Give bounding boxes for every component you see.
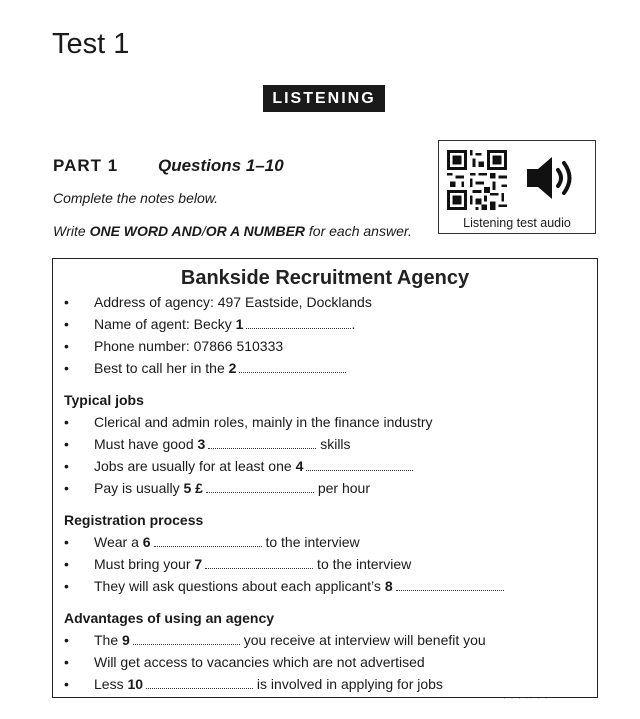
instruction-complete: Complete the notes below. [53,190,218,206]
bullet: • [64,316,69,332]
answer-blank-9[interactable] [133,634,240,645]
bullet: • [64,294,69,310]
audio-caption: Listening test audio [463,216,571,230]
bullet: • [64,534,69,550]
note-text-post: to the interview [261,534,360,550]
question-number-9: 9 [122,632,130,648]
bullet: • [64,338,69,354]
note-text: Jobs are usually for at least one [94,458,296,474]
question-number-10: 10 [127,676,144,692]
answer-blank-8[interactable] [396,580,504,591]
qr-code-icon[interactable] [447,150,507,210]
answer-blank-5[interactable] [206,482,314,493]
note-text: Clerical and admin roles, mainly in the finance industry [94,414,433,430]
answer-blank-1[interactable] [246,318,351,329]
audio-panel[interactable] [438,140,596,234]
instruction-write [53,223,412,239]
question-number-3: 3 [197,436,206,452]
section-heading-advantages: Advantages of using an agency [64,610,275,626]
note-text-post: is involved in applying for jobs [253,676,443,692]
note-text: Phone number: 07866 510333 [94,338,284,354]
instruction-bold-1: ONE WORD AND [89,223,202,239]
answer-blank-10[interactable] [146,678,253,689]
answer-blank-7[interactable] [205,558,313,569]
notes-box [52,258,598,698]
section-badge: LISTENING [263,85,385,112]
note-text: Must have good [94,436,198,452]
speaker-icon[interactable] [525,153,579,203]
note-text: They will ask questions about each applicant’s [94,578,385,594]
questions-label: Questions 1–10 [158,156,284,175]
bullet: • [64,556,69,572]
instruction-bold-2: OR A NUMBER [205,223,306,239]
bullet: • [64,436,69,452]
bullet: • [64,458,69,474]
part-label: PART 1 [53,156,119,175]
note-text: Must bring your [94,556,195,572]
question-number-5: 5 £ [183,480,203,496]
question-number-1: 1 [235,316,244,332]
bullet: • [64,578,69,594]
bullet: • [64,360,69,376]
note-text: Wear a [94,534,143,550]
bullet: • [64,654,69,670]
question-number-8: 8 [384,578,393,594]
instruction-slash: / [201,223,206,239]
question-number-2: 2 [228,360,237,376]
note-text: Will get access to vacancies which are not advertised [94,654,425,670]
section-heading-typical-jobs: Typical jobs [64,392,144,408]
note-text: The [94,632,123,648]
note-text: Pay is usually [94,480,184,496]
answer-blank-6[interactable] [154,536,262,547]
note-text: Less [94,676,128,692]
note-text: Address of agency: 497 Eastside, Docklands [94,294,372,310]
section-heading-registration: Registration process [64,512,204,528]
instruction-suffix: for each answer. [305,223,412,239]
question-number-7: 7 [194,556,203,572]
watermark: · · · ·· · · [503,693,549,703]
note-text: Best to call her in the [94,360,229,376]
bullet: • [64,480,69,496]
bullet: • [64,414,69,430]
note-text-post: you receive at interview will benefit you [239,632,486,648]
note-text: Name of agent: Becky [94,316,236,332]
question-number-4: 4 [295,458,304,474]
instruction-prefix: Write [53,223,90,239]
answer-blank-4[interactable] [306,460,413,471]
answer-blank-3[interactable] [208,438,316,449]
note-text-post: to the interview [313,556,412,572]
answer-blank-2[interactable] [239,362,346,373]
note-text-post: skills [316,436,351,452]
notes-title: Bankside Recruitment Agency [180,267,470,289]
question-number-6: 6 [142,534,151,550]
bullet: • [64,676,69,692]
note-text-post: . [351,316,356,332]
note-text-post: per hour [313,480,370,496]
bullet: • [64,632,69,648]
test-title: Test 1 [52,28,130,60]
